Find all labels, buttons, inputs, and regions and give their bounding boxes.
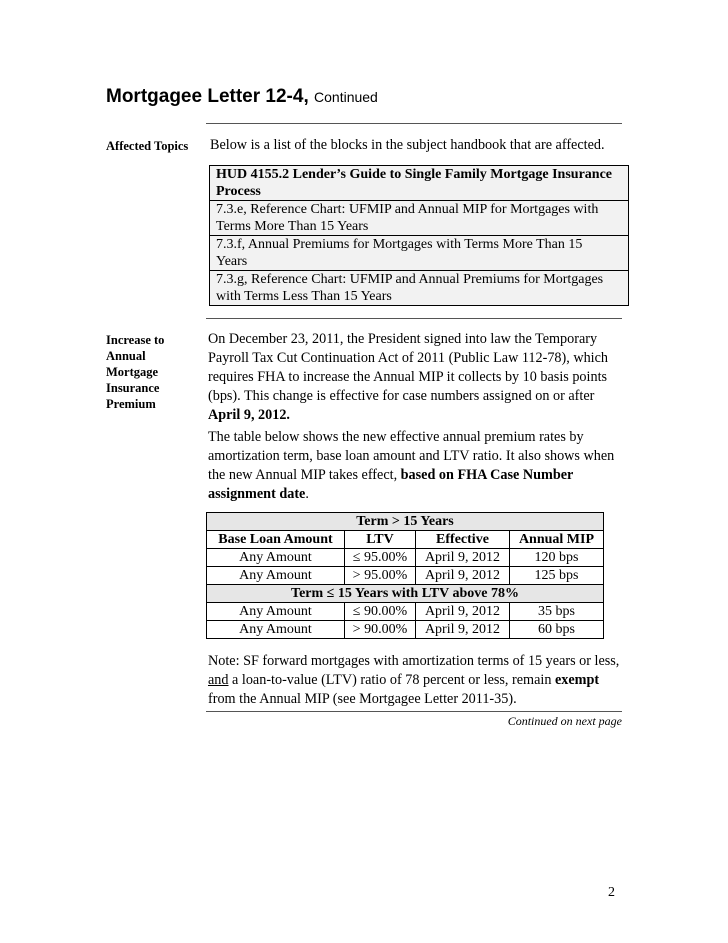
increase-paragraph-1: On December 23, 2011, the President signed into law the Temporary Payroll Tax Cut Continuation Act of 2011 (Public Law 112-78), which requires FHA to increase the Annual MIP it collects by 10 basis points (bps). This change is effective for case numbers assigned on or after April 9, 2012. bbox=[208, 331, 609, 423]
affected-intro: Below is a list of the blocks in the subject handbook that are affected. bbox=[210, 137, 605, 153]
divider bbox=[206, 123, 622, 124]
note-paragraph: Note: SF forward mortgages with amortization terms of 15 years or less, and a loan-to-value (LTV) ratio of 78 percent or less, remain exempt from the Annual MIP (see Mortgagee Letter 2011-35). bbox=[208, 653, 620, 707]
table-row: Any Amount ≤ 95.00% April 9, 2012 120 bps bbox=[207, 549, 604, 567]
increase-paragraph-2: The table below shows the new effective annual premium rates by amortization term, base loan amount and LTV ratio. It also shows when the new Annual MIP takes effect, based on FHA Case Number assignment date. bbox=[208, 429, 615, 502]
table-column-headers: Base Loan Amount LTV Effective Annual MIP bbox=[207, 531, 604, 549]
table-row: Any Amount ≤ 90.00% April 9, 2012 35 bps bbox=[207, 603, 604, 621]
table-row: Any Amount > 90.00% April 9, 2012 60 bps bbox=[207, 621, 604, 639]
table-row: 7.3.f, Annual Premiums for Mortgages with Terms More Than 15 Years bbox=[210, 236, 629, 271]
page-number: 2 bbox=[608, 885, 615, 900]
effective-date: April 9, 2012. bbox=[208, 407, 290, 423]
divider bbox=[206, 711, 622, 712]
table-row: Any Amount > 95.00% April 9, 2012 125 bps bbox=[207, 567, 604, 585]
continued-on-next-page: Continued on next page bbox=[507, 714, 622, 728]
table-row: 7.3.e, Reference Chart: UFMIP and Annual MIP for Mortgages with Terms More Than 15 Years bbox=[210, 201, 629, 236]
affected-topics-label: Affected Topics bbox=[106, 139, 189, 153]
mip-rates-table bbox=[206, 512, 604, 639]
divider bbox=[206, 318, 622, 319]
table-row: 7.3.g, Reference Chart: UFMIP and Annual Premiums for Mortgages with Terms Less Than 15 Years bbox=[210, 271, 629, 306]
table-group-header: Term ≤ 15 Years with LTV above 78% bbox=[207, 585, 604, 603]
title-text: Mortgagee Letter 12-4, bbox=[106, 86, 309, 107]
title-continued: Continued bbox=[314, 89, 378, 105]
table-group-header: Term > 15 Years bbox=[207, 513, 604, 531]
affected-blocks-table bbox=[209, 165, 629, 306]
increase-mip-label: Increase to Annual Mortgage Insurance Premium bbox=[106, 333, 165, 411]
blocks-table-header: HUD 4155.2 Lender’s Guide to Single Family Mortgage Insurance Process bbox=[210, 166, 629, 201]
page-title bbox=[106, 86, 378, 108]
